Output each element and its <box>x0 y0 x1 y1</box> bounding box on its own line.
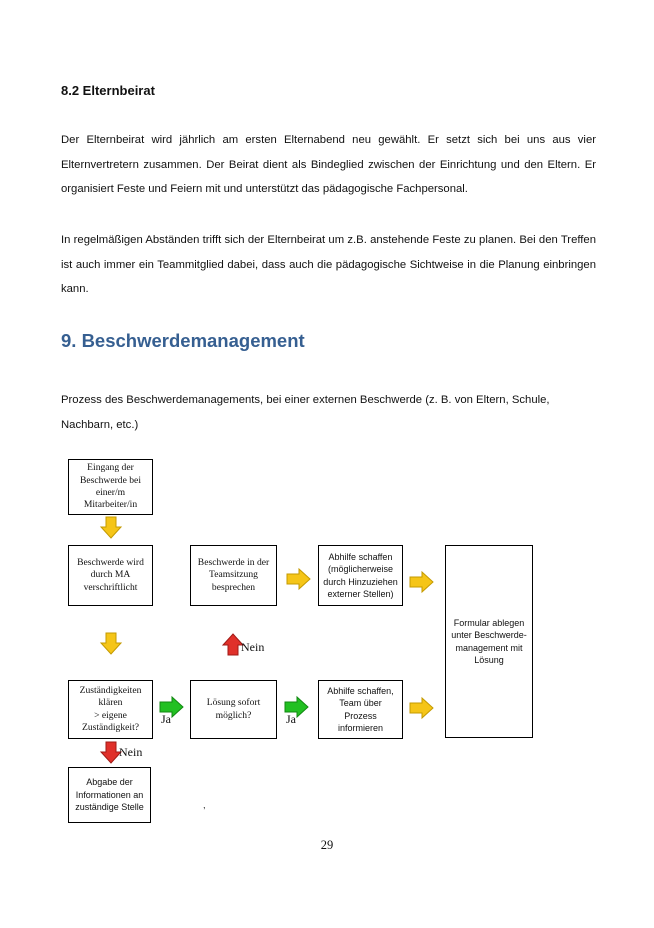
section-heading: 8.2 Elternbeirat <box>61 83 155 98</box>
box-formular-text: Formular ablegen unter Beschwerde- management mit Lösung <box>451 617 527 665</box>
chapter-heading: 9. Beschwerdemanagement <box>61 330 305 351</box>
arrow-right-yellow-2-icon <box>410 572 434 592</box>
box-abhilfe-1 <box>318 545 403 606</box>
box-eingang <box>68 459 153 515</box>
arrow-right-yellow-1-icon <box>287 569 311 589</box>
intro-paragraph: Prozess des Beschwerdemanagements, bei einer externen Beschwerde (z. B. von Eltern, Schule, Nachbarn, etc.) <box>61 394 550 431</box>
label-nein-2: Nein <box>119 745 143 759</box>
box-abgabe <box>68 767 151 823</box>
arrow-down-yellow-2-icon <box>100 633 122 655</box>
box-teamsitzung-text: Beschwerde in der Teamsitzung besprechen <box>197 556 270 593</box>
page-number: 29 <box>320 838 334 852</box>
box-teamsitzung <box>190 545 277 606</box>
arrow-down-yellow-1-icon <box>100 517 122 539</box>
stray-mark: , <box>203 800 206 810</box>
box-loesung-text: Lösung sofort möglich? <box>206 697 261 721</box>
arrow-right-yellow-3-icon <box>410 698 434 718</box>
box-formular <box>445 545 533 738</box>
box-abgabe-text: Abgabe der Informationen an zuständige Stelle <box>75 777 144 813</box>
box-zustaendigkeit-text: Zuständigkeiten klären > eigene Zuständigkeit? <box>79 684 142 733</box>
box-abhilfe-2 <box>318 680 403 739</box>
box-abhilfe-1-text: Abhilfe schaffen (möglicherweise durch Hinzuziehen externer Stellen) <box>323 551 398 599</box>
box-verschriftlicht-text: Beschwerde wird durch MA verschriftlicht <box>77 556 144 593</box>
label-nein-1: Nein <box>241 640 265 654</box>
box-verschriftlicht <box>68 545 153 606</box>
paragraph-elternbeirat-2: In regelmäßigen Abständen trifft sich der Elternbeirat um z.B. anstehende Feste zu planen. Bei den Treffen ist auch immer ein Teammitglied dabei, dass auch die pädagogische Sichtweise in die Planung einbringen kann. <box>61 234 596 295</box>
box-zustaendigkeit <box>68 680 153 739</box>
label-ja-2: Ja <box>286 712 296 726</box>
label-ja-1: Ja <box>161 712 171 726</box>
box-abhilfe-2-text: Abhilfe schaffen, Team über Prozess informieren <box>327 685 394 733</box>
box-loesung <box>190 680 277 739</box>
box-eingang-text: Eingang der Beschwerde bei einer/m Mitarbeiter/in <box>79 462 141 511</box>
paragraph-elternbeirat-1: Der Elternbeirat wird jährlich am ersten Elternabend neu gewählt. Er setzt sich bei uns aus vier Elternvertretern zusammen. Der Beirat dient als Bindeglied zwischen der Einrichtung und den Eltern. Er organisiert Feste und Feiern mit und unterstützt das pädagogische Fachpersonal. <box>61 134 596 195</box>
